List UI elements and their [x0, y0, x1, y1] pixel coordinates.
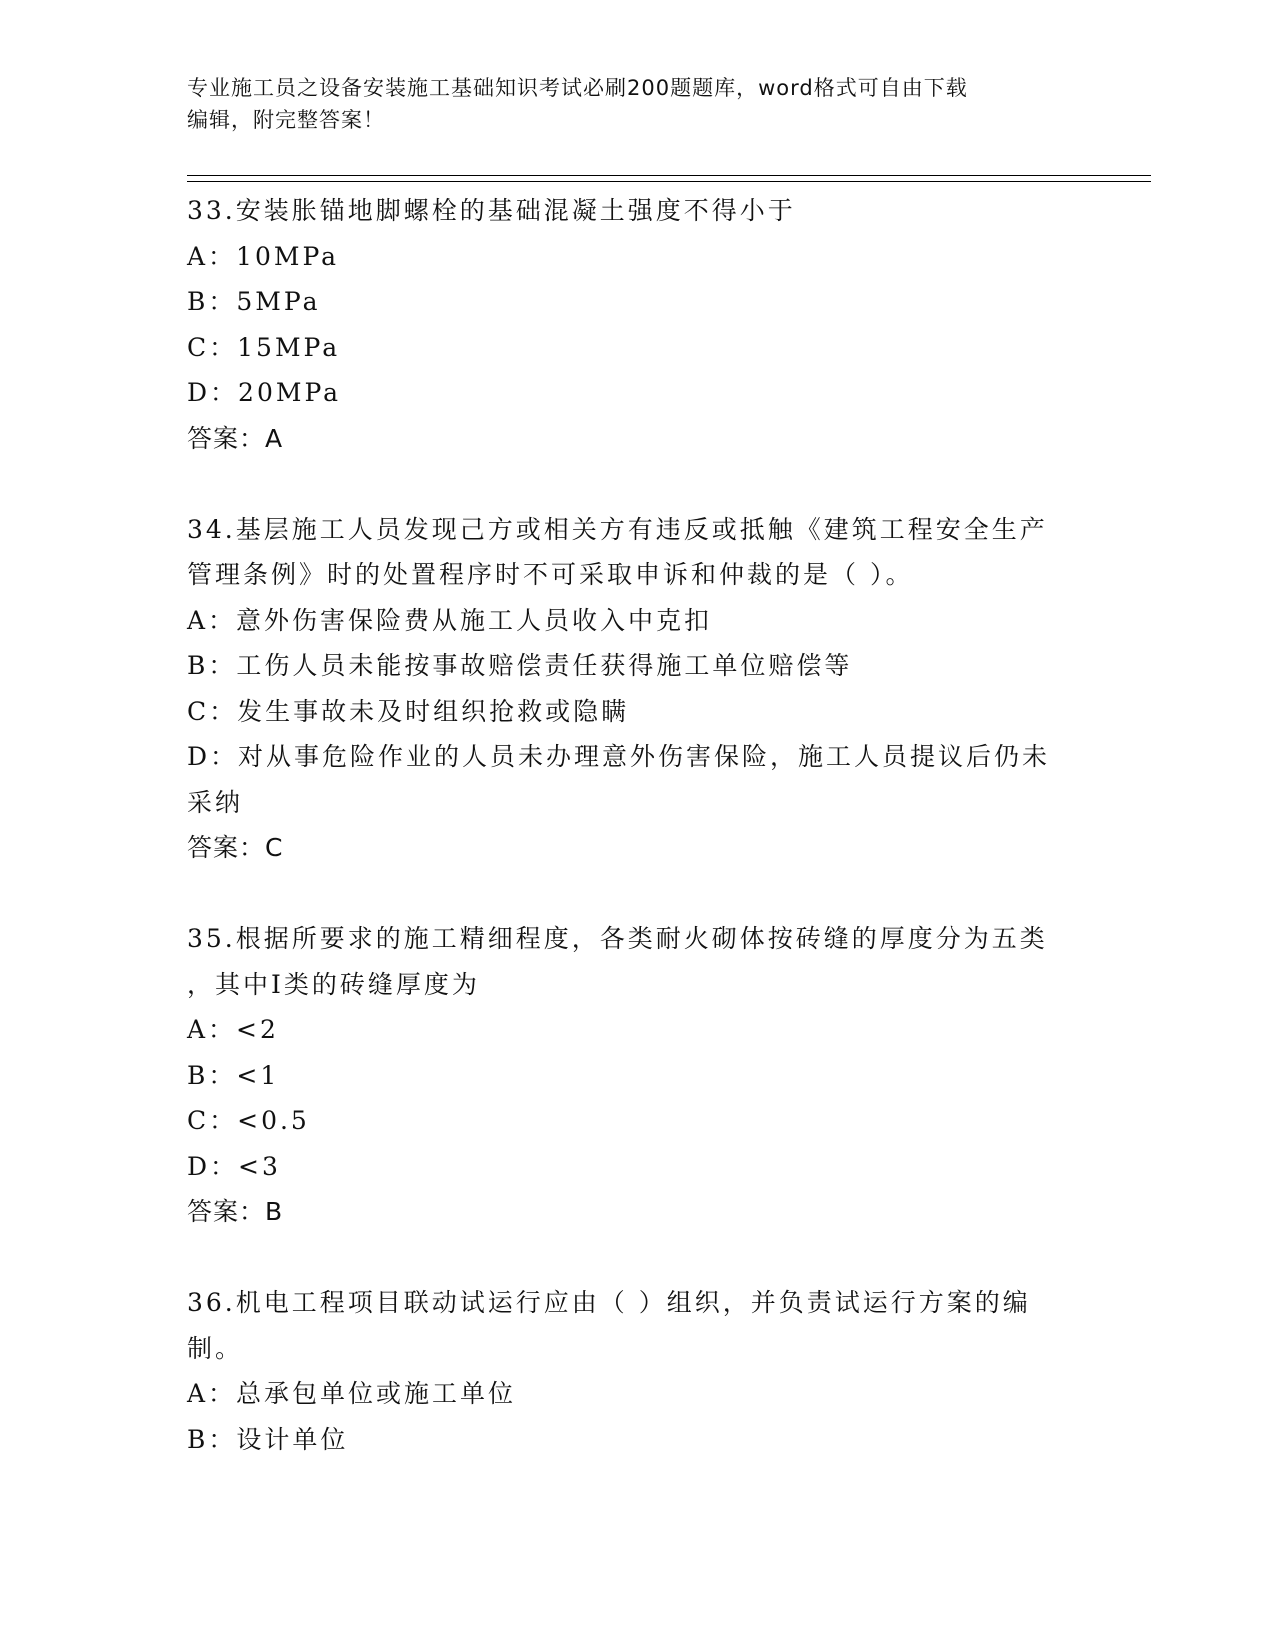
header-line-1: 专业施工员之设备安装施工基础知识考试必刷200题题库，word格式可自由下载: [187, 76, 968, 100]
option-a: [187, 234, 1087, 280]
answer: 答案：A: [187, 423, 284, 453]
option-line: 采纳: [187, 787, 244, 817]
option-line: A：<2: [187, 1015, 279, 1044]
option-line: D：<3: [187, 1151, 281, 1181]
question-36: [187, 1280, 1087, 1462]
option-d: [187, 1144, 1087, 1190]
header-divider-bottom: [187, 181, 1151, 182]
option-d: [187, 370, 1087, 416]
question-stem-line: 33.安装胀锚地脚螺栓的基础混凝土强度不得小于: [187, 196, 796, 225]
question-list: [187, 188, 1087, 1462]
spacer: [187, 1235, 1087, 1281]
question-stem-line: 35.根据所要求的施工精细程度，各类耐火砌体按砖缝的厚度分为五类: [187, 924, 1048, 953]
question-stem: [187, 1280, 1087, 1371]
option-line: A：意外伤害保险费从施工人员收入中克扣: [187, 605, 713, 635]
option-line: C：15MPa: [187, 332, 341, 362]
option-line: B：工伤人员未能按事故赔偿责任获得施工单位赔偿等: [187, 651, 853, 680]
option-line: B：设计单位: [187, 1424, 349, 1454]
option-line: C：发生事故未及时组织抢救或隐瞒: [187, 696, 630, 726]
option-a: [187, 1371, 1087, 1417]
header-divider-top: [187, 175, 1151, 176]
option-line: A：总承包单位或施工单位: [187, 1379, 517, 1408]
question-stem: [187, 188, 1087, 234]
option-b: [187, 1053, 1087, 1099]
option-d: [187, 734, 1087, 825]
option-line: D：20MPa: [187, 378, 342, 407]
option-a: [187, 1007, 1087, 1053]
option-c: [187, 325, 1087, 371]
option-c: [187, 689, 1087, 735]
option-c: [187, 1098, 1087, 1144]
option-b: [187, 279, 1087, 325]
question-33: [187, 188, 1087, 461]
question-stem: [187, 916, 1087, 1007]
question-stem-line: 制。: [187, 1333, 244, 1363]
option-line: D：对从事危险作业的人员未办理意外伤害保险，施工人员提议后仍未: [187, 742, 1051, 771]
question-35: [187, 916, 1087, 1235]
option-line: B：5MPa: [187, 287, 321, 316]
header-line-2: 编辑，附完整答案！: [187, 108, 385, 132]
question-stem-line: ，其中Ⅰ类的砖缝厚度为: [187, 969, 480, 999]
answer: 答案：B: [187, 1197, 284, 1226]
option-a: [187, 598, 1087, 644]
question-34: [187, 507, 1087, 871]
question-stem-line: 34.基层施工人员发现己方或相关方有违反或抵触《建筑工程安全生产: [187, 514, 1048, 544]
option-b: [187, 643, 1087, 689]
spacer: [187, 871, 1087, 917]
answer: 答案：C: [187, 833, 284, 862]
question-stem: [187, 507, 1087, 598]
option-line: C：<0.5: [187, 1106, 310, 1135]
option-line: A：10MPa: [187, 241, 340, 271]
option-b: [187, 1417, 1087, 1463]
spacer: [187, 461, 1087, 507]
option-line: B：<1: [187, 1060, 280, 1090]
question-stem-line: 36.机电工程项目联动试运行应由（ ）组织，并负责试运行方案的编: [187, 1288, 1031, 1317]
document-header: [187, 72, 1087, 136]
question-stem-line: 管理条例》时的处置程序时不可采取申诉和仲裁的是（ ）。: [187, 560, 914, 589]
